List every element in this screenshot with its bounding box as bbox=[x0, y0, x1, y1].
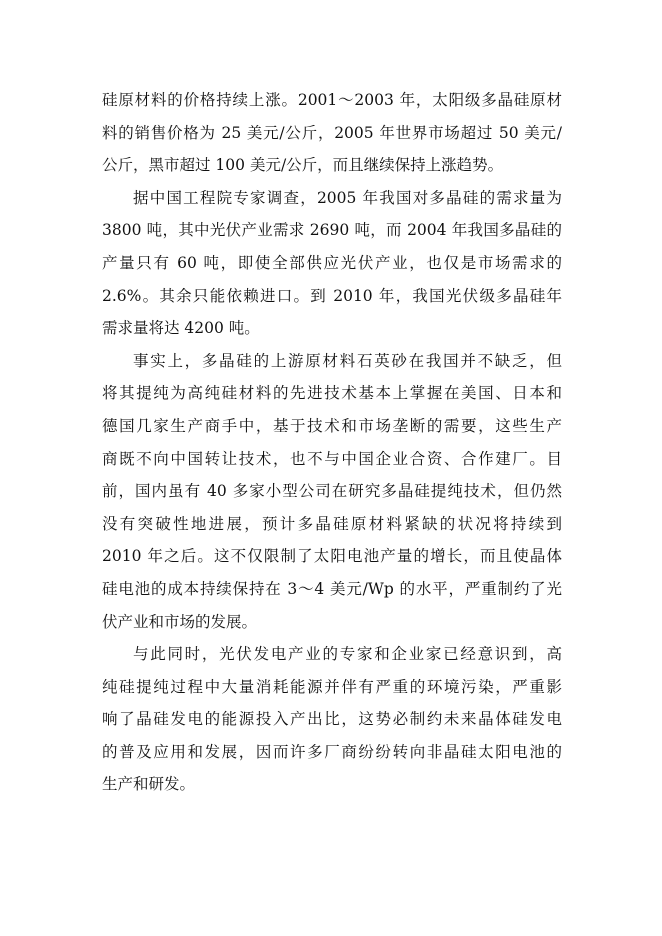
text-line: 产量只有 60 吨，即使全部供应光伏产业，也仅是市场需求的 bbox=[102, 253, 562, 272]
text-line: 将其提纯为高纯硅材料的先进技术基本上掌握在美国、日本和 bbox=[102, 384, 562, 403]
text-line: 伏产业和市场的发展。 bbox=[102, 612, 258, 631]
text-line: 料的销售价格为 25 美元/公斤，2005 年世界市场超过 50 美元/ bbox=[102, 123, 562, 142]
text-line: 2010 年之后。这不仅限制了太阳电池产量的增长，而且使晶体 bbox=[102, 547, 562, 566]
paragraph-1 bbox=[102, 84, 562, 182]
text-line: 需求量将达 4200 吨。 bbox=[102, 319, 260, 338]
paragraph-4 bbox=[102, 638, 562, 801]
text-line: 与此同时，光伏发电产业的专家和企业家已经意识到，高 bbox=[133, 645, 562, 664]
text-line: 德国几家生产商手中，基于技术和市场垄断的需要，这些生产 bbox=[102, 416, 562, 435]
paragraph-2 bbox=[102, 182, 562, 345]
text-line: 2.6%。其余只能依赖进口。到 2010 年，我国光伏级多晶硅年 bbox=[102, 286, 562, 305]
text-line: 事实上，多晶硅的上游原材料石英砂在我国并不缺乏，但 bbox=[133, 351, 562, 370]
text-line: 生产和研发。 bbox=[102, 775, 196, 794]
text-line: 的普及应用和发展，因而许多厂商纷纷转向非晶硅太阳电池的 bbox=[102, 742, 562, 761]
paragraph-3 bbox=[102, 345, 562, 638]
body-text bbox=[102, 84, 562, 801]
text-line: 硅原材料的价格持续上涨。2001～2003 年，太阳级多晶硅原材 bbox=[102, 91, 562, 109]
text-line: 前，国内虽有 40 多家小型公司在研究多晶硅提纯技术，但仍然 bbox=[102, 482, 562, 501]
text-line: 响了晶硅发电的能源投入产出比，这势必制约未来晶体硅发电 bbox=[102, 710, 562, 729]
text-line: 没有突破性地进展，预计多晶硅原材料紧缺的状况将持续到 bbox=[102, 514, 562, 533]
text-line: 3800 吨，其中光伏产业需求 2690 吨，而 2004 年我国多晶硅的 bbox=[102, 221, 562, 240]
text-line: 硅电池的成本持续保持在 3～4 美元/Wp 的水平，严重制约了光 bbox=[102, 579, 562, 598]
text-line: 公斤，黑市超过 100 美元/公斤，而且继续保持上涨趋势。 bbox=[102, 156, 504, 175]
text-line: 商既不向中国转让技术，也不与中国企业合资、合作建厂。目 bbox=[102, 449, 562, 468]
text-line: 纯硅提纯过程中大量消耗能源并伴有严重的环境污染，严重影 bbox=[102, 677, 562, 696]
text-line: 据中国工程院专家调查，2005 年我国对多晶硅的需求量为 bbox=[133, 188, 562, 207]
